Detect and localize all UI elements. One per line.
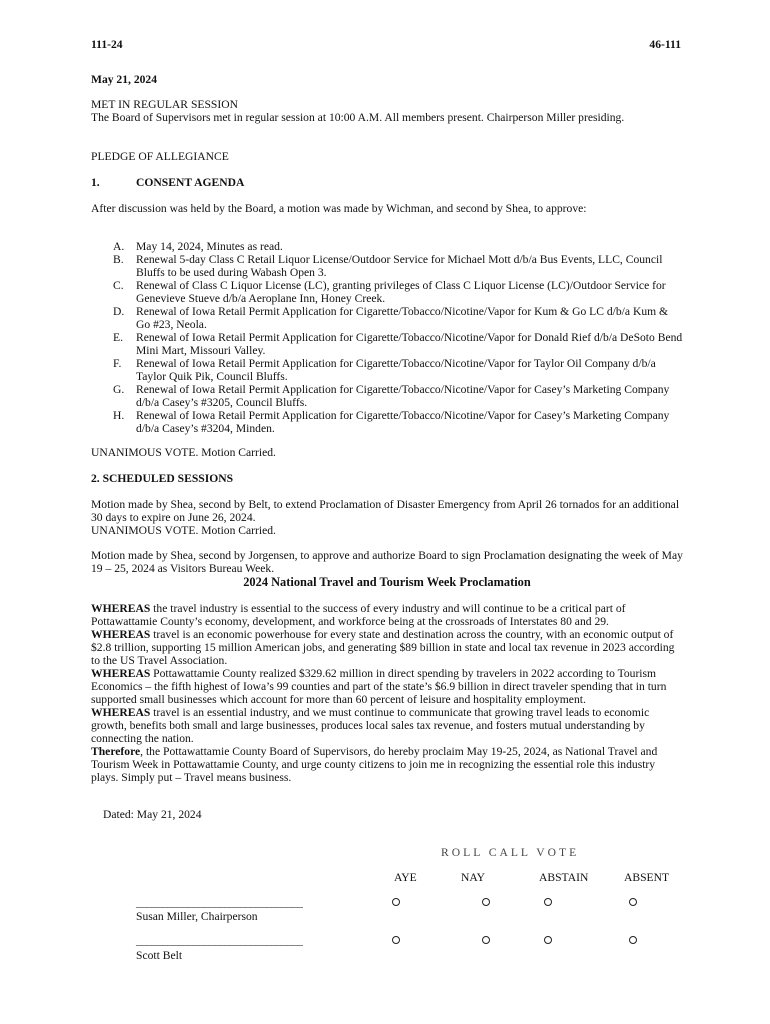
absent-checkbox[interactable] (629, 898, 637, 906)
section-2-heading: 2. SCHEDULED SESSIONS (91, 472, 234, 485)
aye-checkbox[interactable] (392, 898, 400, 906)
session-text: The Board of Supervisors met in regular session at 10:00 A.M. All members present. Chairperson Miller presiding. (91, 111, 625, 124)
signer-name: Susan Miller, Chairperson (136, 910, 258, 923)
nay-checkbox[interactable] (482, 936, 490, 944)
absent-checkbox[interactable] (629, 936, 637, 944)
section-1-intro: After discussion was held by the Board, a motion was made by Wichman, and second by Shea, to approve: (91, 202, 587, 215)
list-item (113, 331, 683, 357)
abstain-checkbox[interactable] (544, 898, 552, 906)
paragraph-text: Pottawattamie County realized $329.62 million in direct spending by travelers in 2022 according to Tourism Economics – the fifth highest of Iowa’s 99 counties and part of the state’s $6.9 billion in direct traveler spending that in turn supported small businesses which account for more than 60 percent of leisure and hospitality employment. (91, 667, 667, 706)
column-nay: NAY (461, 871, 486, 884)
proclamation-title: 2024 National Travel and Tourism Week Proclamation (243, 575, 531, 589)
list-item-text: Renewal of Class C Liquor License (LC), granting privileges of Class C Liquor License (LC)/Outdoor Service for Genevieve Stueve d/b/a Aeroplane Inn, Honey Creek. (136, 279, 666, 305)
list-item-letter: E. (113, 331, 123, 344)
paragraph-lead: Therefore (91, 745, 141, 758)
paragraph-text: the travel industry is essential to the success of every industry and will continue to be a critical part of Pottawattamie County’s economy, development, and workforce being at the crossroads of Interstates 80 and 29. (91, 602, 626, 628)
list-item-text: Renewal 5-day Class C Retail Liquor License/Outdoor Service for Michael Mott d/b/a Bus Events, LLC, Council Bluffs to be used during Wabash Open 3. (136, 253, 663, 279)
list-item (113, 409, 683, 435)
section-2-motion-2: Motion made by Shea, second by Jorgensen, to approve and authorize Board to sign Proclamation designating the week of May 19 – 25, 2024 as Visitors Bureau Week. (91, 549, 683, 575)
paragraph-text: travel is an economic powerhouse for every state and destination across the country, with an economic output of $2.8 trillion, supporting 15 million American jobs, and generating $89 billion in state and local tax revenue in 2023 according to the US Travel Association. (91, 628, 675, 667)
paragraph-lead: WHEREAS (91, 667, 151, 680)
list-item-text: Renewal of Iowa Retail Permit Application for Cigarette/Tobacco/Nicotine/Vapor for Casey’s Marketing Company d/b/a Casey’s #3205, Council Bluffs. (136, 383, 670, 409)
list-item (113, 357, 683, 383)
signature-line: ________________________________ (136, 896, 303, 909)
list-item (113, 305, 683, 331)
section-1-title: CONSENT AGENDA (136, 176, 245, 189)
list-item-text: Renewal of Iowa Retail Permit Application for Cigarette/Tobacco/Nicotine/Vapor for Kum & Go LC d/b/a Kum & Go #23, Neola. (136, 305, 669, 331)
section-1-vote: UNANIMOUS VOTE. Motion Carried. (91, 446, 276, 459)
list-item-letter: G. (113, 383, 125, 396)
roll-call-title: ROLL CALL VOTE (441, 846, 580, 859)
list-item-letter: B. (113, 253, 124, 266)
list-item-letter: F. (113, 357, 122, 370)
nay-checkbox[interactable] (482, 898, 490, 906)
aye-checkbox[interactable] (392, 936, 400, 944)
proclamation-body (91, 602, 683, 784)
proclamation-paragraph (91, 745, 683, 784)
paragraph-lead: WHEREAS (91, 602, 151, 615)
column-aye: AYE (394, 871, 417, 884)
paragraph-text: , the Pottawattamie County Board of Supervisors, do hereby proclaim May 19-25, 2024, as National Travel and Tourism Week in Pottawattamie County, and urge county citizens to join me in recognizing the essential role this industry plays. Simply put – Travel means business. (91, 745, 658, 784)
paragraph-text: travel is an essential industry, and we must continue to communicate that growing travel leads to economic growth, benefits both small and large businesses, produces local sales tax revenue, and fosters mutual understanding by connecting the nation. (91, 706, 650, 745)
list-item (113, 279, 683, 305)
column-abstain: ABSTAIN (539, 871, 589, 884)
proclamation-paragraph (91, 628, 683, 667)
list-item (113, 383, 683, 409)
list-item-letter: H. (113, 409, 125, 422)
pledge-heading: PLEDGE OF ALLEGIANCE (91, 150, 229, 163)
list-item-letter: D. (113, 305, 125, 318)
paragraph-lead: WHEREAS (91, 706, 151, 719)
section-2-motion-1: Motion made by Shea, second by Belt, to extend Proclamation of Disaster Emergency from April 26 tornados for an additional 30 days to expire on June 26, 2024. (91, 498, 680, 524)
list-item-text: Renewal of Iowa Retail Permit Application for Cigarette/Tobacco/Nicotine/Vapor for Casey’s Marketing Company d/b/a Casey’s #3204, Minden. (136, 409, 670, 435)
list-item (113, 240, 683, 253)
abstain-checkbox[interactable] (544, 936, 552, 944)
list-item (113, 253, 683, 279)
page-header-left: 111-24 (91, 38, 123, 51)
column-absent: ABSENT (624, 871, 670, 884)
list-item-text: Renewal of Iowa Retail Permit Application for Cigarette/Tobacco/Nicotine/Vapor for Taylor Oil Company d/b/a Taylor Quik Pik, Council Bluffs. (136, 357, 656, 383)
list-item-text: May 14, 2024, Minutes as read. (136, 240, 283, 253)
signer-name: Scott Belt (136, 949, 183, 962)
paragraph-lead: WHEREAS (91, 628, 151, 641)
proclamation-paragraph (91, 706, 683, 745)
list-item-letter: A. (113, 240, 125, 253)
meeting-date: May 21, 2024 (91, 73, 158, 86)
proclamation-dated: Dated: May 21, 2024 (103, 808, 202, 821)
section-1-number: 1. (91, 176, 100, 189)
proclamation-paragraph (91, 667, 683, 706)
signature-line: ________________________________ (136, 934, 303, 947)
session-heading: MET IN REGULAR SESSION (91, 98, 238, 111)
page-header-right: 46-111 (649, 38, 681, 51)
list-item-text: Renewal of Iowa Retail Permit Application for Cigarette/Tobacco/Nicotine/Vapor for Donald Rief d/b/a DeSoto Bend Mini Mart, Missouri Valley. (136, 331, 683, 357)
section-2-vote-1: UNANIMOUS VOTE. Motion Carried. (91, 524, 276, 537)
consent-agenda-list (113, 240, 683, 435)
proclamation-paragraph (91, 602, 683, 628)
list-item-letter: C. (113, 279, 124, 292)
